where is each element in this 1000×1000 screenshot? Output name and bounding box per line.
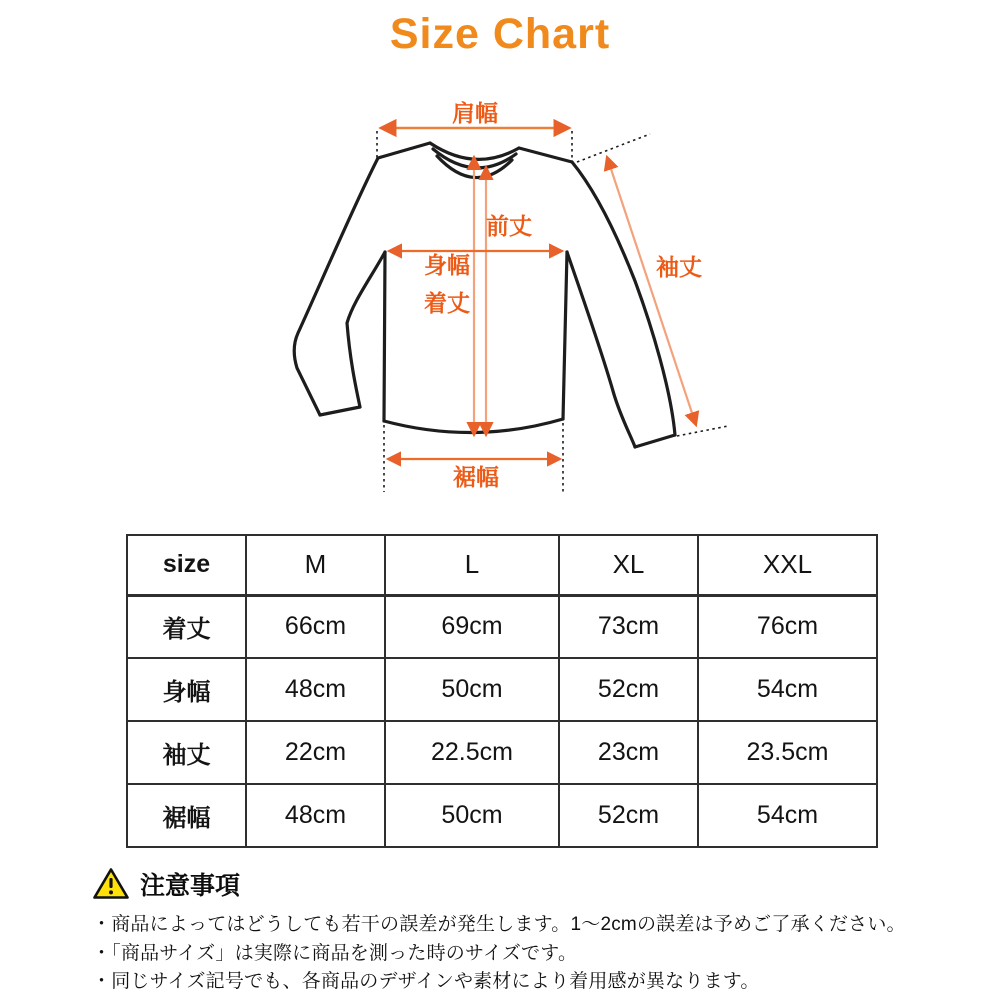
label-sleeve-length: 袖丈 (656, 254, 702, 280)
cell-value: 66cm (246, 595, 385, 658)
row-label: 着丈 (127, 595, 246, 658)
cell-value: 48cm (246, 658, 385, 721)
cell-value: 73cm (559, 595, 698, 658)
shirt-measurement-diagram (255, 85, 765, 530)
cell-value: 76cm (698, 595, 877, 658)
cell-value: 22.5cm (385, 721, 559, 784)
row-label: 裾幅 (127, 784, 246, 847)
notes-heading: 注意事項 (140, 872, 241, 900)
row-label: 袖丈 (127, 721, 246, 784)
label-front-length: 前丈 (486, 213, 532, 239)
note-item: ・商品によってはどうしても若干の誤差が発生します。1～2cmの誤差は予めご了承ください。 (92, 914, 906, 935)
cell-value: 54cm (698, 658, 877, 721)
warning-icon (92, 867, 130, 901)
cell-value: 23.5cm (698, 721, 877, 784)
note-item: ・「商品サイズ」は実際に商品を測った時のサイズです。 (92, 942, 578, 964)
label-garment-length: 着丈 (424, 290, 470, 316)
header-xxl: XXL (698, 535, 877, 595)
cell-value: 50cm (385, 658, 559, 721)
table-row-garment-length (127, 595, 877, 658)
sleeve-length-arrow (607, 157, 696, 425)
cell-value: 52cm (559, 784, 698, 847)
page-title: Size Chart (389, 10, 611, 58)
header-l: L (385, 535, 559, 595)
note-item: ・同じサイズ記号でも、各商品のデザインや素材により着用感が異なります。 (92, 971, 760, 992)
cell-value: 23cm (559, 721, 698, 784)
size-table-header-row (127, 535, 877, 595)
header-size: size (127, 535, 246, 595)
label-hem-width: 裾幅 (453, 464, 499, 490)
header-xl: XL (559, 535, 698, 595)
cell-value: 48cm (246, 784, 385, 847)
label-shoulder-width: 肩幅 (452, 100, 498, 126)
cell-value: 22cm (246, 721, 385, 784)
cell-value: 54cm (698, 784, 877, 847)
label-body-width: 身幅 (424, 252, 470, 278)
table-row-sleeve-length (127, 721, 877, 784)
table-row-hem-width (127, 784, 877, 847)
cell-value: 69cm (385, 595, 559, 658)
notes-section (92, 866, 952, 997)
cell-value: 50cm (385, 784, 559, 847)
table-row-body-width (127, 658, 877, 721)
size-table (126, 534, 876, 846)
cell-value: 52cm (559, 658, 698, 721)
row-label: 身幅 (127, 658, 246, 721)
header-m: M (246, 535, 385, 595)
